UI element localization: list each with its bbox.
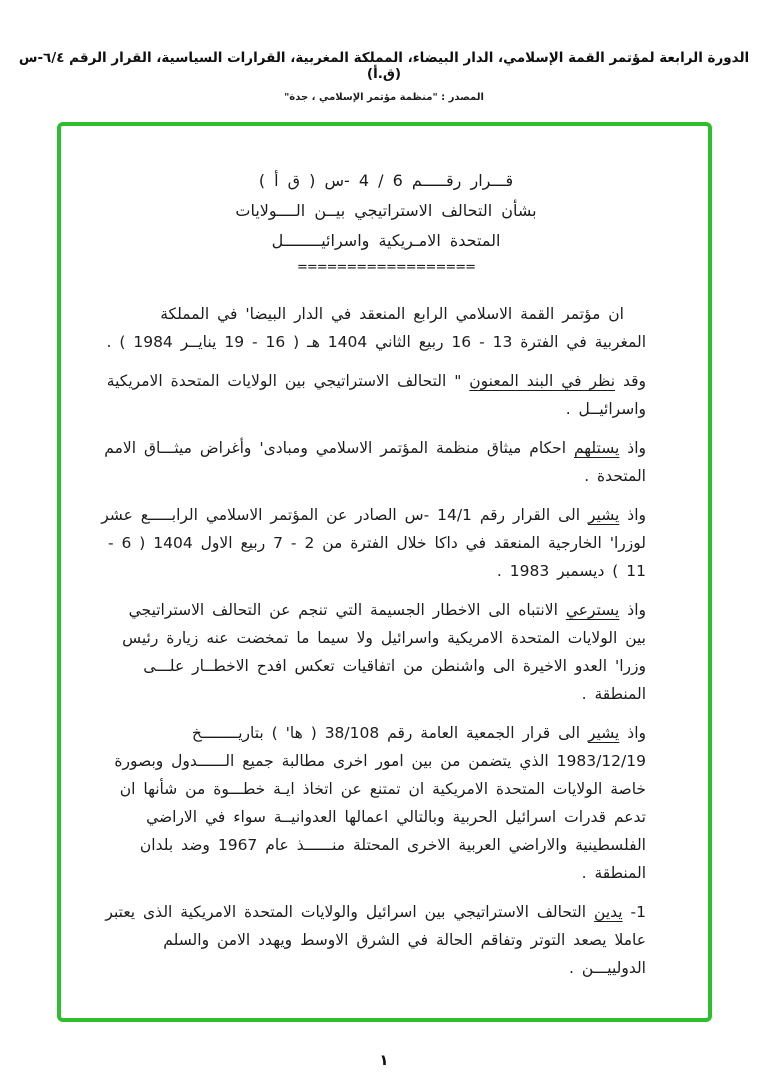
text-segment: الانتباه الى الاخطار الجسيمة التي تنجم عن التحالف الاستراتيجي بين الولايات المتحدة الامريكية واسرائيل ولا سيما ما تمخضت عنه زيارة رئيس وزرا' العدو الاخيرة الى واشنطن من اتفاقيات تعكس افدح الاخطــار علـــى المنطقة . bbox=[122, 601, 646, 703]
underlined-phrase: يدين bbox=[594, 903, 623, 921]
body-paragraph bbox=[101, 434, 646, 490]
text-segment: واذ bbox=[619, 439, 646, 457]
resolution-body bbox=[101, 300, 646, 982]
text-segment: واذ bbox=[619, 724, 646, 742]
body-paragraph bbox=[101, 898, 646, 982]
body-paragraph bbox=[101, 719, 646, 887]
text-segment: ان مؤتمر القمة الاسلامي الرابع المنعقد في الدار البيضا' في المملكة المغربية في الفترة 13 - 16 ربيع الثاني 1404 هـ ( 16 - 19 ينايــر 1984 ) . bbox=[106, 305, 646, 351]
text-segment: وقد bbox=[615, 372, 646, 390]
text-segment: الى قرار الجمعية العامة رقم 38/108 ( ها' ) بتاريــــــــخ 1983/12/19 الذي يتضمن من بين امور اخرى مطالبة جميع الــــــدول وبصورة خاصة الولايات المتحدة الامريكية ان تمتنع عن اتخاذ ايـة خطـــوة من شأنها ان تدعم قدرات اسرائيل الحربية وبالتالي اعمالها العدوانيــة سواء في الاراضي الفلسطينية والاراضي العربية الاخرى المحتلة منــــــذ عام 1967 وضد بلدان المنطقة . bbox=[114, 724, 646, 882]
title-line: قـــرار رقـــــم 6 / 4 -س ( ق أ ) bbox=[258, 171, 514, 190]
underlined-phrase: يسترعي bbox=[565, 601, 620, 619]
underlined-phrase: نظر في البند المعنون bbox=[469, 372, 616, 390]
citation-line: الدورة الرابعة لمؤتمر القمة الإسلامي، الدار البيضاء، المملكة المغربية، القرارات السياسية، القرار الرقم ٦/٤-س (ق.أ) bbox=[18, 50, 750, 82]
body-paragraph bbox=[101, 596, 646, 708]
text-segment: " التحالف الاستراتيجي بين الولايات المتحدة الامريكية واسرائيــل . bbox=[106, 372, 646, 418]
title-line: المتحدة الامـريكية واسرائيــــــــل bbox=[271, 231, 501, 250]
underlined-phrase: يشير bbox=[588, 724, 620, 742]
text-segment: واذ bbox=[619, 506, 646, 524]
citation-header bbox=[0, 50, 768, 103]
scanned-document-frame bbox=[57, 122, 712, 1022]
underlined-phrase: يستلهم bbox=[573, 439, 620, 457]
title-line: بشأن التحالف الاستراتيجي بيــن الــــولايات bbox=[235, 201, 537, 220]
body-paragraph bbox=[101, 367, 646, 423]
page-number: ١ bbox=[379, 1051, 389, 1069]
title-line: ================== bbox=[296, 260, 476, 275]
text-segment: 1- bbox=[622, 903, 646, 921]
scanned-document-content bbox=[61, 126, 708, 982]
body-paragraph bbox=[101, 501, 646, 585]
text-segment: احكام ميثاق منظمة المؤتمر الاسلامي ومبادى' وأغراض ميثـــاق الامم المتحدة . bbox=[104, 439, 646, 485]
text-segment: التحالف الاستراتيجي بين اسرائيل والولايات المتحدة الامريكية الذى يعتبر عاملا يصعد التوتر وتفاقم الحالة في الشرق الاوسط ويهدد الامن والسلم الدولييـــن . bbox=[105, 903, 646, 977]
source-line: المصدر : "منظمة مؤتمر الإسلامي ، جدة" bbox=[284, 92, 484, 103]
underlined-phrase: يشير bbox=[588, 506, 620, 524]
body-paragraph bbox=[101, 300, 646, 356]
resolution-title-block bbox=[221, 166, 551, 280]
text-segment: واذ bbox=[619, 601, 646, 619]
text-segment: الى القرار رقم 14/1 -س الصادر عن المؤتمر الاسلامي الرابـــــع عشر لوزرا' الخارجية المنعقد في داكا خلال الفترة من 2 - 7 ربيع الاول 1404 ( 6 - 11 ) ديسمبر 1983 . bbox=[101, 506, 646, 580]
